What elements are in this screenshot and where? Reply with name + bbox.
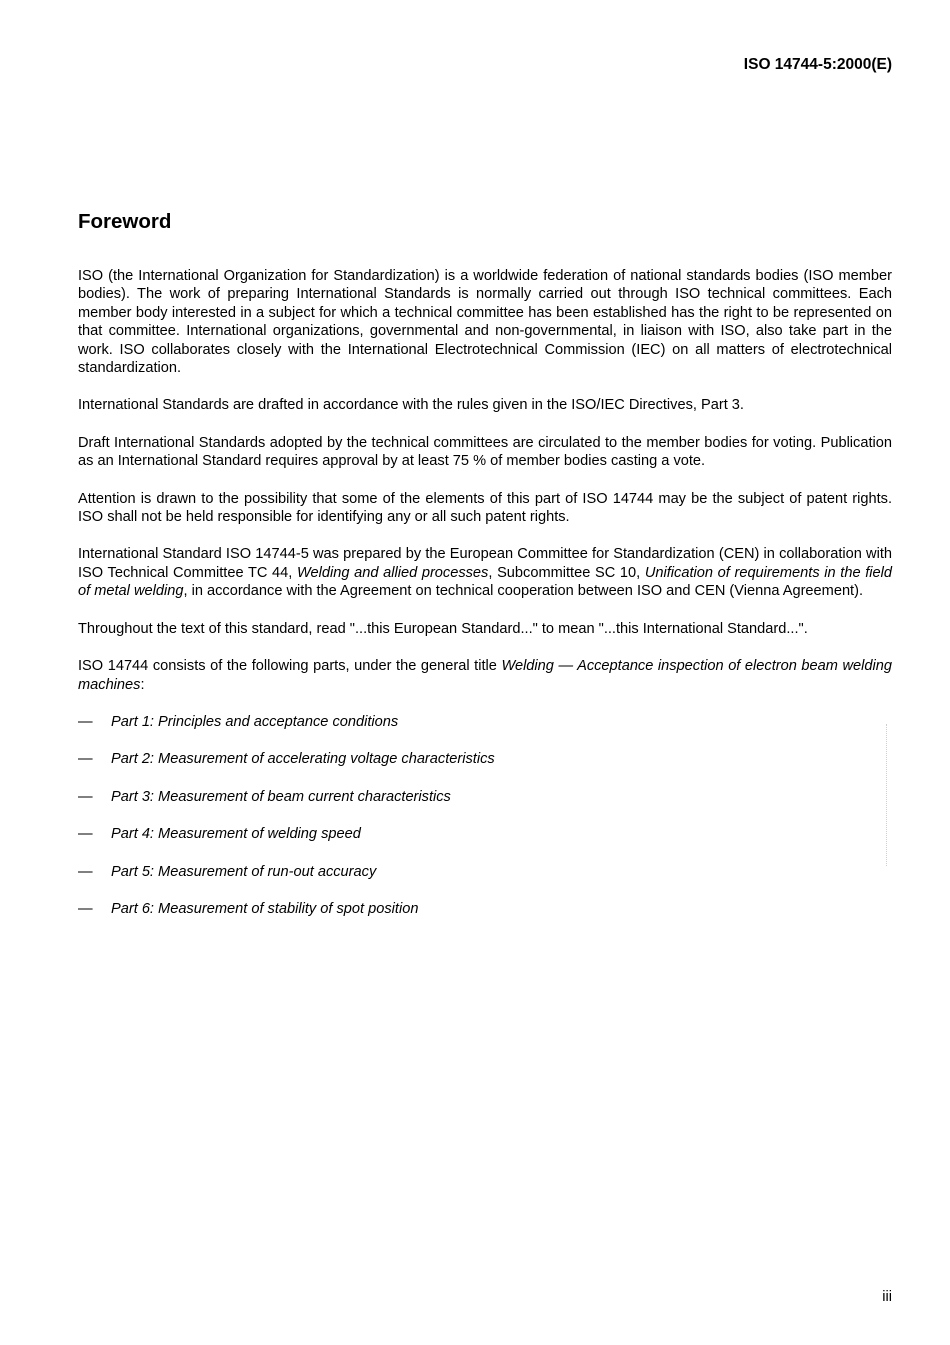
list-dash: — (78, 826, 93, 843)
paragraph-draft-voting: Draft International Standards adopted by the technical committees are circulated to the member bodies for voting. Publication as an International Standard requires approval by at least 75 % of member bodies casting a vote. (78, 434, 892, 470)
list-dash: — (78, 713, 93, 730)
paragraph-directives: International Standards are drafted in accordance with the rules given in the ISO/IEC Directives, Part 3. (78, 397, 744, 414)
preparation-text-2: , Subcommittee SC 10, (488, 564, 645, 581)
list-item (78, 863, 892, 881)
parts-intro-text: ISO 14744 consists of the following parts, under the general title (78, 658, 502, 675)
general-title: Welding — Acceptance inspection of electron beam welding machines (78, 658, 892, 693)
list-item (78, 750, 892, 768)
part-title: Part 5: Measurement of run-out accuracy (111, 863, 377, 880)
paragraph-reading-note: Throughout the text of this standard, read "...this European Standard..." to mean "...this International Standard...". (78, 620, 808, 637)
part-title: Part 1: Principles and acceptance conditions (111, 713, 399, 730)
part-title: Part 4: Measurement of welding speed (111, 826, 361, 843)
preparation-subcommittee-title: Unification of requirements in the field of metal welding (78, 564, 893, 600)
paragraph-patent-rights: Attention is drawn to the possibility that some of the elements of this part of ISO 14744 may be the subject of patent rights. ISO shall not be held responsible for identifying any or all such patent rights. (78, 490, 892, 526)
list-item (78, 825, 892, 843)
list-dash: — (78, 788, 93, 805)
list-item (78, 900, 892, 918)
document-reference: ISO 14744-5:2000(E) (743, 56, 892, 73)
list-item (78, 788, 892, 806)
paragraph-iso-description: ISO (the International Organization for Standardization) is a worldwide federation of national standards bodies (ISO member bodies). The work of preparing International Standards is normally carried out through ISO technical committees. Each member body interested in a subject for which a technical committee has been established has the right to be represented on that committee. International organizations, governmental and non-governmental, in liaison with ISO, also take part in the work. ISO collaborates closely with the International Electrotechnical Commission (IEC) on all matters of electrotechnical standardization. (78, 268, 892, 377)
part-title: Part 6: Measurement of stability of spot position (111, 900, 419, 917)
list-dash: — (78, 863, 93, 880)
part-title: Part 3: Measurement of beam current characteristics (111, 788, 451, 805)
list-dash: — (78, 900, 93, 917)
preparation-committee-title: Welding and allied processes (297, 564, 489, 581)
foreword-section (78, 208, 892, 937)
foreword-title: Foreword (78, 210, 172, 233)
part-title: Part 2: Measurement of accelerating voltage characteristics (111, 751, 495, 768)
page-number: iii (882, 1289, 892, 1305)
parts-list (78, 713, 892, 918)
list-dash: — (78, 751, 93, 768)
parts-intro-colon: : (140, 676, 145, 693)
paragraph-parts-intro (78, 657, 892, 694)
preparation-text-3: , in accordance with the Agreement on technical cooperation between ISO and CEN (Vienna Agreement). (183, 583, 864, 600)
paragraph-preparation (78, 545, 892, 600)
list-item (78, 713, 892, 731)
preparation-text-1: International Standard ISO 14744-5 was prepared by the European Committee for Standardization (CEN) in collaboration with ISO Technical Committee TC 44, (78, 546, 892, 581)
margin-watermark-line (886, 724, 888, 866)
